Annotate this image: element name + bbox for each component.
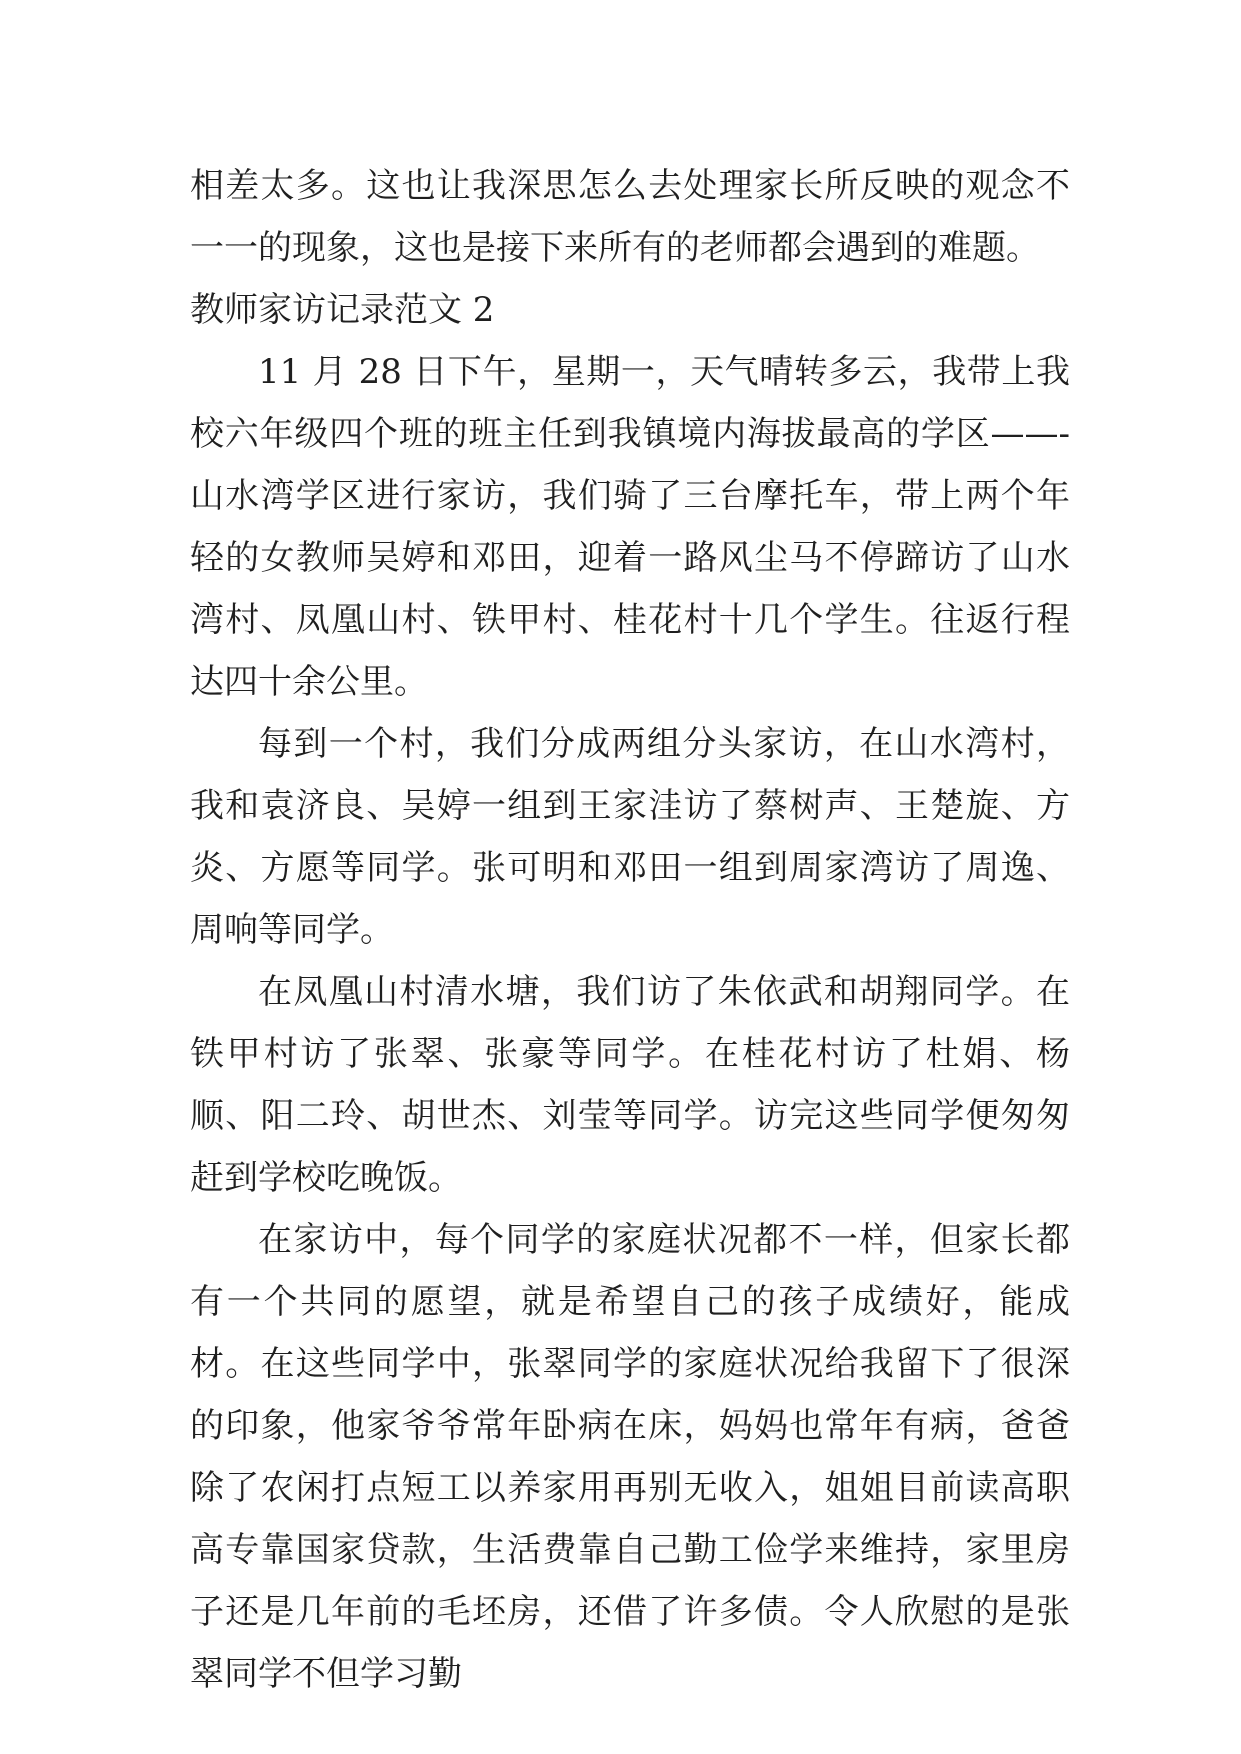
paragraph-village-visits: 在凤凰山村清水塘，我们访了朱依武和胡翔同学。在铁甲村访了张翠、张豪等同学。在桂花村访了杜娟、杨顺、阳二玲、胡世杰、刘莹等同学。访完这些同学便匆匆赶到学校吃晚饭。 xyxy=(190,972,1070,1198)
paragraph-visit-overview: 11 月 28 日下午，星期一，天气晴转多云，我带上我校六年级四个班的班主任到我镇境内海拔最高的学区——-山水湾学区进行家访，我们骑了三台摩托车，带上两个年轻的女教师吴婷和邓田，迎着一路风尘马不停蹄访了山水湾村、凤凰山村、铁甲村、桂花村十几个学生。往返行程达四十余公里。 xyxy=(190,352,1070,702)
section-heading: 教师家访记录范文 2 xyxy=(190,290,495,330)
document-body xyxy=(190,155,1070,1705)
paragraph-group-visits: 每到一个村，我们分成两组分头家访，在山水湾村，我和袁济良、吴婷一组到王家洼访了蔡树声、王楚旋、方炎、方愿等同学。张可明和邓田一组到周家湾访了周逸、周响等同学。 xyxy=(190,724,1070,950)
paragraph-continuation: 相差太多。这也让我深思怎么去处理家长所反映的观念不一一的现象，这也是接下来所有的老师都会遇到的难题。 xyxy=(190,166,1070,268)
paragraph-family-situation: 在家访中，每个同学的家庭状况都不一样，但家长都有一个共同的愿望，就是希望自己的孩子成绩好，能成材。在这些同学中，张翠同学的家庭状况给我留下了很深的印象，他家爷爷常年卧病在床，妈妈也常年有病，爸爸除了农闲打点短工以养家用再别无收入，姐姐目前读高职高专靠国家贷款，生活费靠自己勤工俭学来维持，家里房子还是几年前的毛坯房，还借了许多债。令人欣慰的是张翠同学不但学习勤 xyxy=(190,1220,1070,1694)
